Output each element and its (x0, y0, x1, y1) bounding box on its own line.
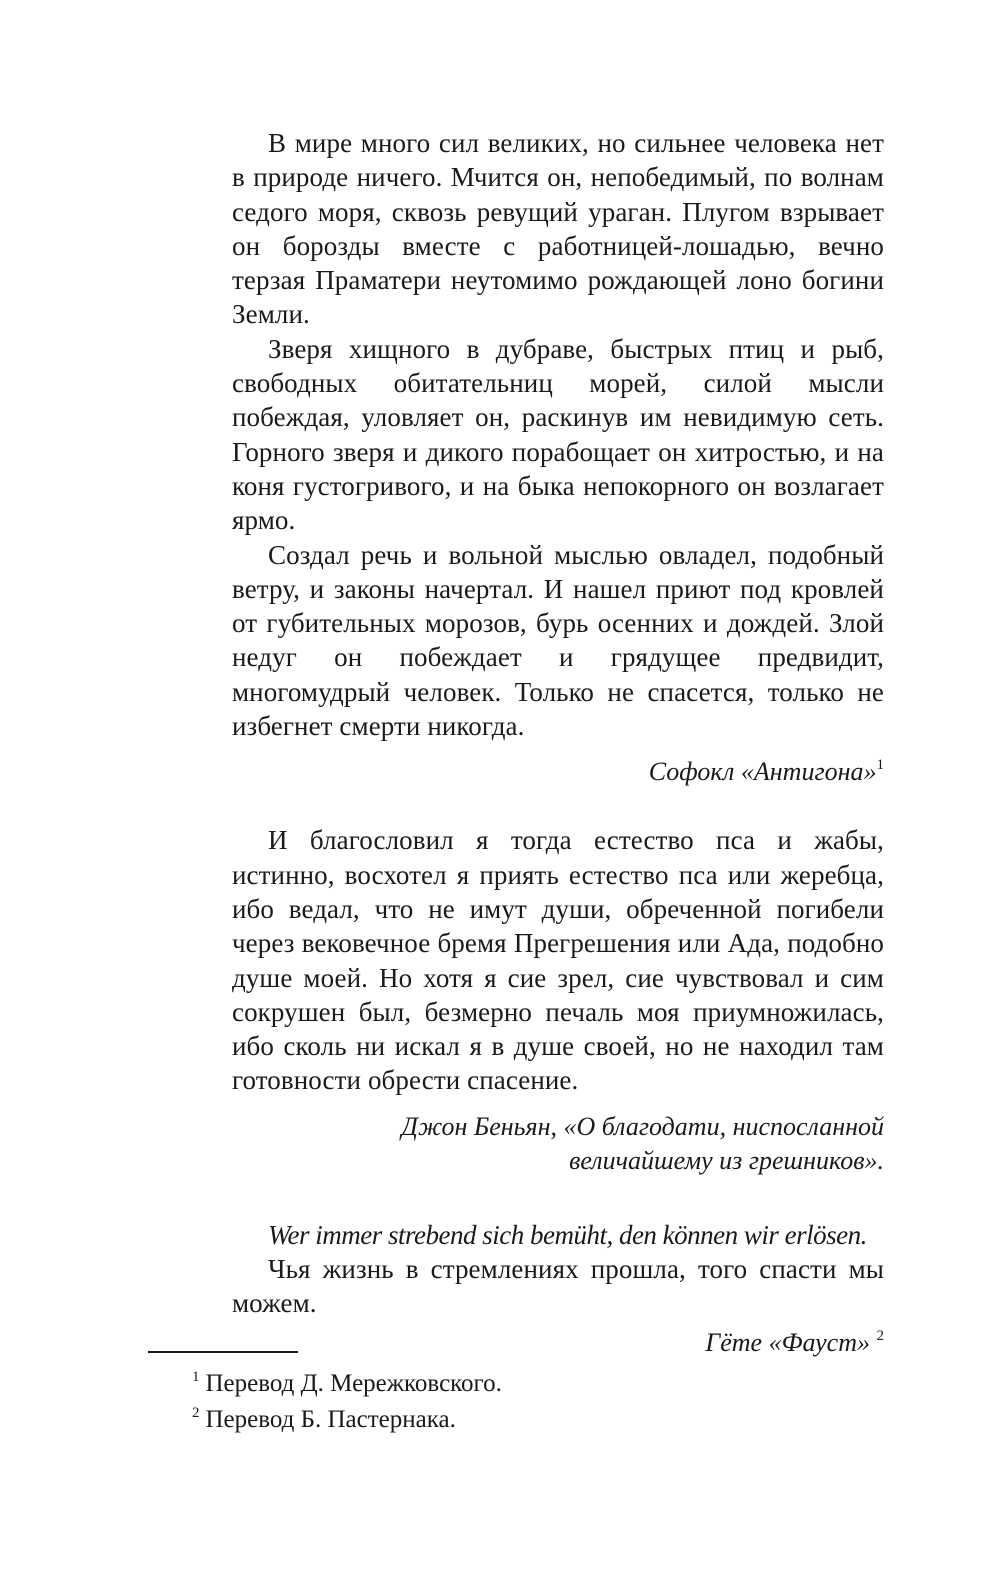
footnote-divider (148, 1351, 298, 1353)
epigraph-goethe (232, 1218, 884, 1361)
epigraph-attribution (232, 755, 884, 789)
section-spacer (232, 1178, 884, 1218)
footnote-mark: 2 (192, 1405, 200, 1421)
epigraph-paragraph: Зверя хищного в дубраве, быстрых птиц и рыб, свободных обитательниц морей, силой мысли побеждая, уловляет он, раскинув им невидимую сеть. Горного зверя и дикого порабощает он хитростью, и на коня густогривого, и на быка непокорного он возлагает ярмо. (232, 333, 884, 536)
attribution-line: Джон Беньян, «О благодати, ниспосланной (401, 1111, 884, 1141)
attribution-text: Софокл «Антигона» (648, 757, 877, 787)
epigraph-sophocles (232, 126, 884, 789)
epigraph-paragraph: Создал речь и вольной мыслью овладел, подобный ветру, и законы начертал. И нашел приют под кровлей от губительных морозов, бурь осенних и дождей. Злой недуг он побеждает и грядущее предвидит, многомудрый человек. Только не спасется, только не избегнет смерти никогда. (232, 539, 884, 742)
epigraph-paragraph: В мире много сил великих, но сильнее человека нет в природе ничего. Мчится он, непобедимый, по волнам седого моря, сквозь ревущий ураган. Плугом взрывает он борозды вместе с работницей-лошадью, вечно терзая Праматери неутомимо рождающей лоно богини Земли. (232, 128, 884, 330)
section-spacer (232, 789, 884, 823)
attribution-line: величайшему из грешников». (569, 1145, 884, 1175)
footnote-reference[interactable]: 2 (876, 1328, 884, 1345)
footnote-text: Перевод Б. Пастернака. (205, 1406, 456, 1433)
footnote-mark: 1 (192, 1369, 200, 1385)
footnote-item (192, 1366, 892, 1402)
footnotes (192, 1366, 892, 1438)
epigraph-paragraph: Чья жизнь в стремлениях прошла, того спасти мы можем. (232, 1253, 884, 1319)
attribution-text: Гёте «Фауст» (705, 1328, 870, 1358)
footnote-reference[interactable]: 1 (876, 757, 884, 774)
epigraph-attribution (232, 1326, 884, 1360)
epigraph-bunyan (232, 823, 884, 1177)
footnote-item (192, 1402, 892, 1438)
epigraph-attribution (232, 1110, 884, 1178)
footnote-text: Перевод Д. Мережковского. (205, 1370, 502, 1397)
german-quote: Wer immer strebend sich bemüht, den können wir erlösen. (268, 1219, 867, 1250)
epigraph-paragraph: И благословил я тогда естество пса и жабы, истинно, восхотел я приять естество пса или жеребца, ибо ведал, что не имут души, обреченной погибели через вековечное бремя Прегрешения или Ада, подобно душе моей. Но хотя я сие зрел, сие чувствовал и сим сокрушен был, безмерно печаль моя приумножилась, ибо сколь ни искал я в душе своей, но не находил там готовности обрести спасение. (232, 825, 884, 1096)
page-body (232, 126, 884, 1360)
